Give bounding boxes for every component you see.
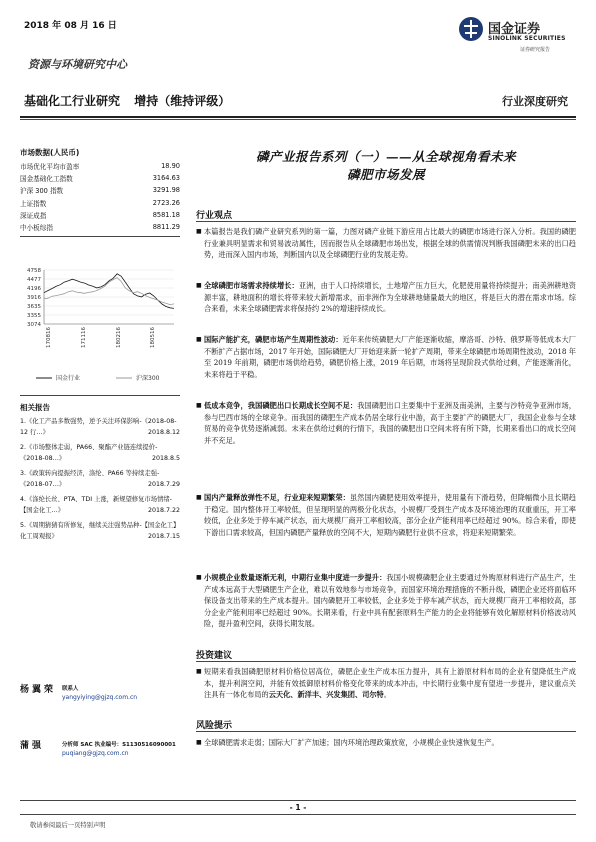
paragraph-text: 本篇报告是我们磷产业研究系列的第一篇，力图对磷产业链下游应用占比最大的磷肥市场进行深入分析。我国的磷肥行业兼具明显需求和贸易波动属性，因而报告从全球磷肥市场出发，根据全球的供需情况判断我国磷肥未来的出口趋势，进而深入国内市场，判断国内以及全球磷肥行业的发展走势。 <box>204 227 576 260</box>
bullet-icon: ■ <box>196 282 202 289</box>
analyst-block <box>20 682 200 757</box>
related-report-date: 2018.7.22 <box>147 507 180 515</box>
market-data-row <box>20 197 180 209</box>
related-report-text: 3.《政策转向提振经济，涤纶、PA66 等持续走强-《2018-07…》 <box>20 469 160 489</box>
footer-divider-2 <box>20 814 576 815</box>
report-type: 行业深度研究 <box>502 95 568 108</box>
related-reports-title: 相关报告 <box>20 403 50 412</box>
bullet-icon: ■ <box>196 668 202 675</box>
market-data-value: 3291.98 <box>152 186 180 195</box>
logo-mark-icon <box>458 16 484 42</box>
paragraph <box>196 492 576 538</box>
market-data-label: 国金基础化工指数 <box>20 175 73 184</box>
related-report-text: 2.《市场整体走弱，PA66、聚酯产业链连续提价-《2018-08…》 <box>20 443 158 463</box>
section-heading-risk: 风险提示 <box>196 721 233 731</box>
company-logo <box>458 16 568 56</box>
paragraph <box>196 280 576 315</box>
paragraph <box>196 572 576 630</box>
y-tick-label: 4477 <box>27 277 41 283</box>
related-report-item[interactable] <box>20 520 180 543</box>
research-department: 资源与环境研究中心 <box>28 58 127 71</box>
related-report-date: 2018.8.12 <box>147 429 180 437</box>
market-data-row <box>20 221 180 233</box>
related-reports-list <box>20 416 180 546</box>
y-tick-label: 3916 <box>27 295 41 301</box>
market-data-value: 8581.18 <box>152 210 180 219</box>
related-report-date: 2018.7.29 <box>147 481 180 489</box>
market-data-label: 上证指数 <box>20 199 47 208</box>
market-data-label: 沪深 300 指数 <box>20 187 64 196</box>
legend-label: 国金行业 <box>56 375 81 382</box>
paragraph-text: 短期来看我国磷肥原材料价格位居高位，磷肥企业生产成本压力提升，具有上游原材料布局的企业有望降低生产成本，提升利润空间，并能有效抵御原材料价格变化带来的成本冲击，中长期行业集中度有望进一步提升，建议重点关注具有一体化布局的 <box>204 667 576 700</box>
market-data-value: 18.90 <box>161 162 180 171</box>
market-data-divider <box>20 236 180 237</box>
market-data-label: 市场优化平均市盈率 <box>20 163 80 172</box>
market-data-value: 2723.26 <box>152 198 180 207</box>
report-title-line1: 磷产业报告系列（一）——从全球视角看未来 <box>255 149 516 164</box>
paragraph-text: 我国小规模磷肥企业主要通过外购原材料进行产品生产，生产成本远高于大型磷肥生产企业，难以有效地参与市场竞争，而国家环境治理措施的不断升级，磷肥企业还将面临环保设备支出带来的生产成本提升。国内磷肥开工率较低，企业多处于停车减产状态，而大规模厂商开工率相较高，部分企业产能利用率已经超过 90%。长期来看，行业中具有配套原料生产能力的企业将能够有效化解原材料价格波动风险，提升盈利空间，获得长期发展。 <box>204 573 576 629</box>
bullet-icon: ■ <box>196 574 202 581</box>
market-data-title: 市场数据(人民币) <box>20 148 80 157</box>
footer-divider <box>20 800 576 801</box>
index-chart <box>14 262 186 387</box>
related-report-date: 2018.8.5 <box>151 455 180 463</box>
legend-label: 沪深300 <box>136 375 160 382</box>
analyst-email[interactable]: yangyiying@gjzq.com.cn <box>62 694 138 701</box>
report-date: 2018 年 08 月 16 日 <box>24 21 117 31</box>
market-data-label: 中小板综指 <box>20 224 53 233</box>
page-number: - 1 - <box>289 803 307 812</box>
market-data-table <box>20 160 180 233</box>
views-body <box>196 226 576 586</box>
bullet-icon: ■ <box>196 336 202 343</box>
y-tick-label: 3074 <box>27 322 41 328</box>
report-title <box>196 148 576 184</box>
related-report-text: 1.《化工产品多数强势，逆予关注环保影响-《2018-08-12 行…》 <box>20 418 177 437</box>
section-rule <box>196 731 576 732</box>
industry-rating-row <box>24 92 240 109</box>
market-data-row <box>20 160 180 172</box>
y-tick-label: 4758 <box>27 268 41 274</box>
report-title-line2: 磷肥市场发展 <box>346 167 425 182</box>
y-tick-label: 4196 <box>27 286 41 292</box>
paragraph <box>196 737 576 749</box>
series-line <box>44 278 174 305</box>
paragraph-text-end: 。 <box>383 690 391 700</box>
related-report-item[interactable] <box>20 442 180 465</box>
index-chart-svg <box>14 262 186 387</box>
header-divider-thin <box>20 119 576 120</box>
market-data-row <box>20 209 180 221</box>
related-report-item[interactable] <box>20 494 180 517</box>
paragraph-lead: 全球磷肥市场需求持续增长： <box>204 281 299 290</box>
recommended-stocks: 云天化、新洋丰、兴发集团、司尔特 <box>268 690 384 700</box>
paragraph-lead: 国内产量释放弹性不足，行业迎来短期繁荣： <box>204 493 350 502</box>
section-heading-views: 行业观点 <box>196 211 233 221</box>
analyst-name: 蒲强 <box>20 741 45 751</box>
x-tick-label: 171116 <box>81 327 88 348</box>
paragraph <box>196 400 576 446</box>
logo-text-en: SINOLINK SECURITIES <box>488 35 566 42</box>
y-tick-label: 3635 <box>27 304 41 310</box>
market-data-label: 深证成指 <box>20 211 47 220</box>
related-report-text: 4.《涤纶长丝、PTA、TDI 上涨，新规望修复市场情绪-【国金化工…》 <box>20 495 172 515</box>
x-tick-label: 170816 <box>46 327 52 348</box>
analyst-name: 杨翼荣 <box>20 685 57 695</box>
logo-subtitle: 证券研究报告 <box>520 47 551 53</box>
market-data-value: 3164.63 <box>152 174 180 183</box>
bullet-icon: ■ <box>196 739 202 746</box>
rating-label: 增持（维持评级） <box>134 94 231 108</box>
paragraph-text: 亚洲，由于人口持续增长，土地增产压力巨大，化肥使用量将持续提升；南美洲耕地资源丰富，耕地面积的增长将带来较大新增需求，而非洲作为全球耕地储量最大的地区，将是巨大的潜在需求市场。综合来看，未来全球磷肥需求将保持约 2%的增速持续成长。 <box>204 281 576 314</box>
bullet-icon: ■ <box>196 402 202 409</box>
analyst-certificate: 分析师 SAC 执业编号：S1130516090001 <box>62 742 176 748</box>
industry-label: 基础化工行业研究 <box>24 94 121 108</box>
paragraph-lead: 小规模企业数量逐渐无利，中期行业集中度进一步提升： <box>204 573 387 582</box>
chart-divider <box>20 395 180 396</box>
logo-text-cn: 国金证券 <box>488 22 541 37</box>
paragraph <box>196 666 576 701</box>
bullet-icon: ■ <box>196 494 202 501</box>
footer-disclaimer: 敬请参阅最后一页特别声明 <box>30 822 106 829</box>
section-rule <box>196 661 576 662</box>
market-data-row <box>20 172 180 184</box>
paragraph-text: 全球磷肥需求走弱；国际大厂扩产加速；国内环境治理政策放宽，小规模企业快速恢复生产。 <box>204 738 499 747</box>
market-data-value: 8811.29 <box>152 223 180 232</box>
related-report-item[interactable] <box>20 416 180 439</box>
y-tick-label: 3355 <box>27 313 41 319</box>
x-tick-label: 180216 <box>116 327 123 348</box>
x-tick-label: 180516 <box>150 327 156 348</box>
analyst-role: 联系人 <box>62 686 79 692</box>
section-heading-invest: 投资建议 <box>196 651 233 661</box>
paragraph-text: 虽然国内磷肥使用效率提升，使用量有下滑趋势，但降幅微小且长期趋于稳定。国内整体开工率较低，但呈现明显的两极分化状态，小规模厂受到生产成本及环境治理的双重重压，开工率较低，企业多处于停车减产状态，而大规模厂商开工率相较高，部分企业产能利用率已经超过 90%。综合来看，即使下游出口需求较高，但国内磷肥产量释放的空间不大，短期内磷肥行业供不应求，将迎来短期繁荣。 <box>204 493 576 537</box>
analyst-email[interactable]: puqiang@gjzq.com.cn <box>62 750 129 757</box>
paragraph-text: 我国磷肥出口主要集中于亚洲及南美洲，主要与沙特竞争亚洲市场，参与巴西市场的全球竞争。而我国的磷肥生产成本仍居全球行业中游，高于主要扩产的磷肥大厂，我国企业参与全球贸易的竞争优势逐渐减弱。未来在供给过剩的行情下，我国的磷肥出口空间未将有所下降，长期来看出口的成长空间并不充足。 <box>204 401 576 445</box>
related-report-date: 2018.7.15 <box>147 533 180 541</box>
bullet-icon: ■ <box>196 228 202 235</box>
related-report-text: 5.《周期猜猜有所修复，继续关注强势品种-【国金化工】化工周观报》 <box>20 521 180 541</box>
paragraph <box>196 226 576 261</box>
market-data-row <box>20 184 180 196</box>
paragraph-lead: 低成本竞争，我国磷肥出口长期成长空间不足： <box>204 401 358 410</box>
paragraph-text: 近年来传统磷肥大厂产能逐渐收缩，摩洛哥、沙特、俄罗斯等低成本大厂不断扩产占据市场，2017 年开始，国际磷肥大厂开始迎来新一轮扩产周期，带来全球磷肥市场周期性波动，2018 年至 2019 年前期，磷肥市场供给趋势，磷肥价格上涨，2019 年后期，市场将呈现阶段式供给过剩，产能逐渐消化，未来将趋于平稳。 <box>204 335 576 379</box>
related-report-item[interactable] <box>20 468 180 491</box>
paragraph <box>196 334 576 380</box>
paragraph-lead: 国际产能扩充，磷肥市场产生周期性波动： <box>204 335 343 344</box>
header-divider <box>20 116 576 118</box>
section-rule <box>196 221 576 222</box>
